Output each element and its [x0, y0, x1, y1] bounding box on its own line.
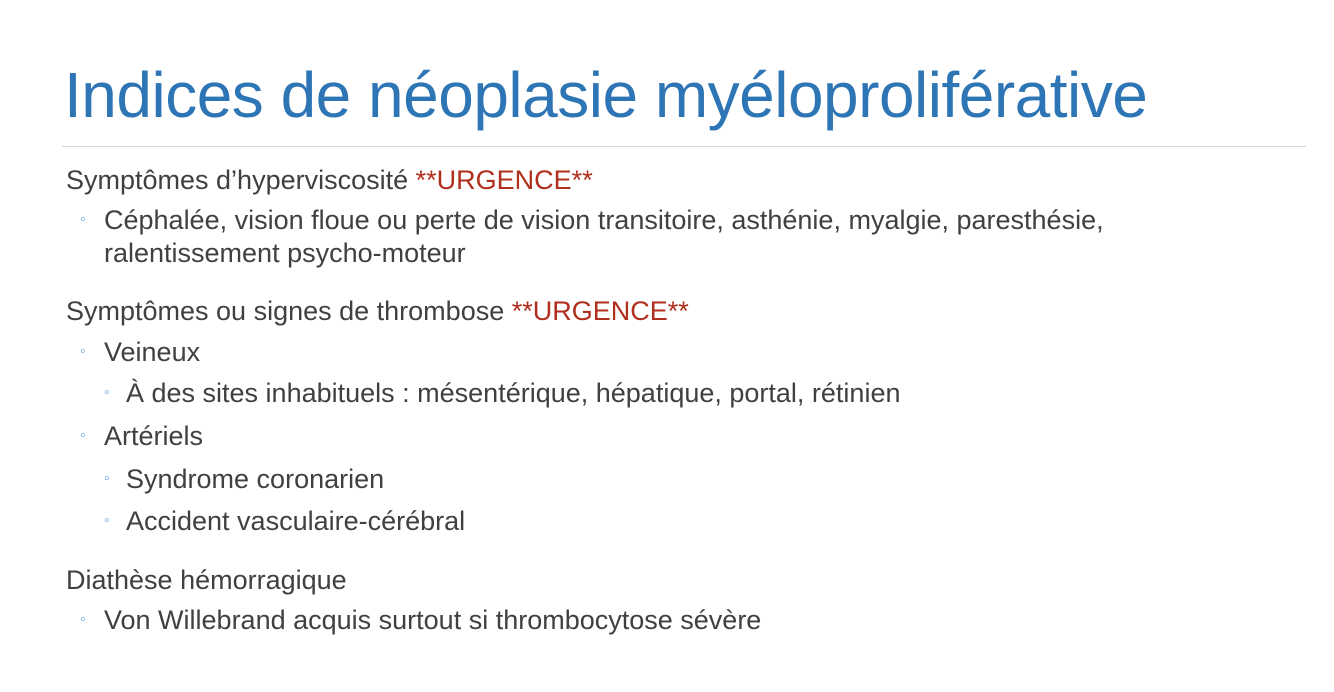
slide-title: Indices de néoplasie myéloproliférative	[64, 59, 1148, 131]
section-heading-diathese: Diathèse hémorragique	[66, 565, 347, 595]
bullet-icon: ◦	[80, 343, 86, 360]
urgent-flag: **URGENCE**	[511, 296, 689, 326]
list-item-arteriels: Artériels	[104, 421, 204, 451]
section-heading-thrombosis	[66, 294, 689, 328]
bullet-icon: ◦	[104, 384, 110, 401]
list-subitem-avc: Accident vasculaire-cérébral	[126, 506, 466, 536]
title-divider	[62, 146, 1306, 147]
bullet-icon: ◦	[80, 611, 86, 628]
bullet-icon: ◦	[104, 470, 110, 487]
list-subitem-syndrome-coronarien: Syndrome coronarien	[126, 464, 385, 494]
list-item-veineux: Veineux	[104, 337, 201, 367]
list-subitem-sites-inhabituels: À des sites inhabituels : mésentérique, hépatique, portal, rétinien	[126, 378, 901, 408]
list-item-von-willebrand: Von Willebrand acquis surtout si thrombocytose sévère	[104, 605, 762, 635]
section-heading-text: Symptômes ou signes de thrombose	[66, 296, 505, 326]
bullet-icon: ◦	[80, 211, 86, 228]
list-item-hyperviscosity-symptoms-cont: ralentissement psycho-moteur	[104, 238, 466, 268]
list-item-hyperviscosity-symptoms: Céphalée, vision floue ou perte de vision transitoire, asthénie, myalgie, paresthésie,	[104, 205, 1104, 235]
urgent-flag: **URGENCE**	[415, 165, 593, 195]
bullet-icon: ◦	[80, 427, 86, 444]
section-heading-text: Symptômes d’hyperviscosité	[66, 165, 409, 195]
section-heading-hyperviscosity	[66, 163, 593, 197]
bullet-icon: ◦	[104, 512, 110, 529]
